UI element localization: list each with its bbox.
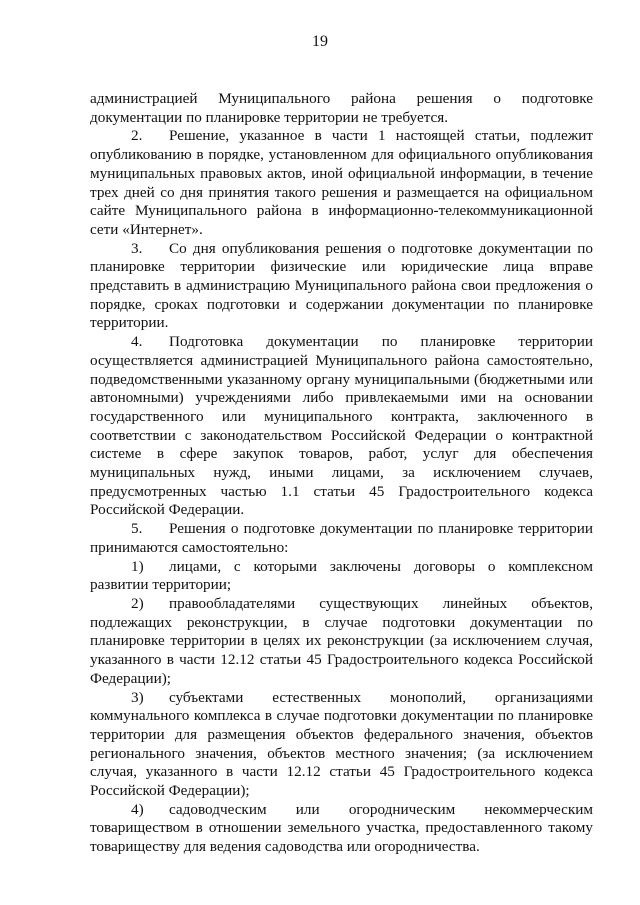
list-item-3 [90, 689, 593, 801]
paragraph-3 [90, 240, 593, 334]
list-item-text: садоводческим или огородническим некоммерческим товариществом в отношении земельного участка, предоставленного такому товариществу для ведения садоводства или огородничества. [90, 800, 593, 856]
list-item-number: 3) [131, 688, 144, 706]
paragraph-text: Решения о подготовке документации по планировке территории принимаются самостоятельно: [90, 520, 593, 556]
paragraph-text: Со дня опубликования решения о подготовке документации по планировке территории физические или юридические лица вправе представить в администрацию Муниципального района свои предложения о порядке, сроках подготовки и содержании документации по планировке территории. [90, 239, 593, 332]
list-item-text: лицами, с которыми заключены договоры о комплексном развитии территории; [90, 557, 593, 594]
page-number: 19 [312, 33, 328, 50]
paragraph-text: администрацией Муниципального района решения о подготовке документации по планировке территории не требуется. [90, 90, 593, 126]
list-item-number: 1) [131, 557, 144, 575]
paragraph-continuation [90, 90, 593, 127]
paragraph-text: Решение, указанное в части 1 настоящей статьи, подлежит опубликованию в порядке, установленном для официального опубликования муниципальных правовых актов, иной официальной информации, в течение трех дней со дня принятия такого решения и размещается на официальном сайте Муниципального района в информационно-телекоммуникационной сети «Интернет». [90, 127, 593, 238]
list-item-number: 4) [131, 800, 144, 818]
list-item-text: субъектами естественных монополий, организациями коммунального комплекса в случае подготовки документации по планировке территории для размещения объектов федерального значения, объектов регионального значения, объектов местного значения; (за исключением случая, указанного в части 12.12 статьи 45 Градостроительного кодекса Российской Федерации); [90, 688, 593, 800]
list-item-4 [90, 801, 593, 857]
paragraph-4 [90, 333, 593, 520]
paragraph-5 [90, 520, 593, 557]
paragraph-number: 3. [131, 239, 143, 257]
paragraph-number: 2. [131, 127, 143, 145]
list-item-number: 2) [131, 594, 144, 612]
list-item-text: правообладателями существующих линейных объектов, подлежащих реконструкции, в случае подготовки документации по планировке территории в целях их реконструкции (за исключением случая, указанного в части 12.12 статьи 45 Градостроительного кодекса Российской Федерации); [90, 594, 593, 687]
paragraph-text: Подготовка документации по планировке территории осуществляется администрацией Муниципального района самостоятельно, подведомственными указанному органу муниципальными (бюджетными или автономными) учреждениями либо привлекаемыми ими на основании государственного или муниципального контракта, заключенного в соответствии с законодательством Российской Федерации о контрактной системе в сфере закупок товаров, работ, услуг для обеспечения муниципальных нужд, иными лицами, за исключением случаев, предусмотренных частью 1.1 статьи 45 Градостроительного кодекса Российской Федерации. [90, 333, 593, 519]
paragraph-2 [90, 127, 593, 239]
paragraph-number: 5. [131, 520, 143, 538]
document-body [90, 90, 593, 857]
list-item-2 [90, 595, 593, 689]
list-item-1 [90, 558, 593, 595]
paragraph-number: 4. [131, 333, 143, 351]
